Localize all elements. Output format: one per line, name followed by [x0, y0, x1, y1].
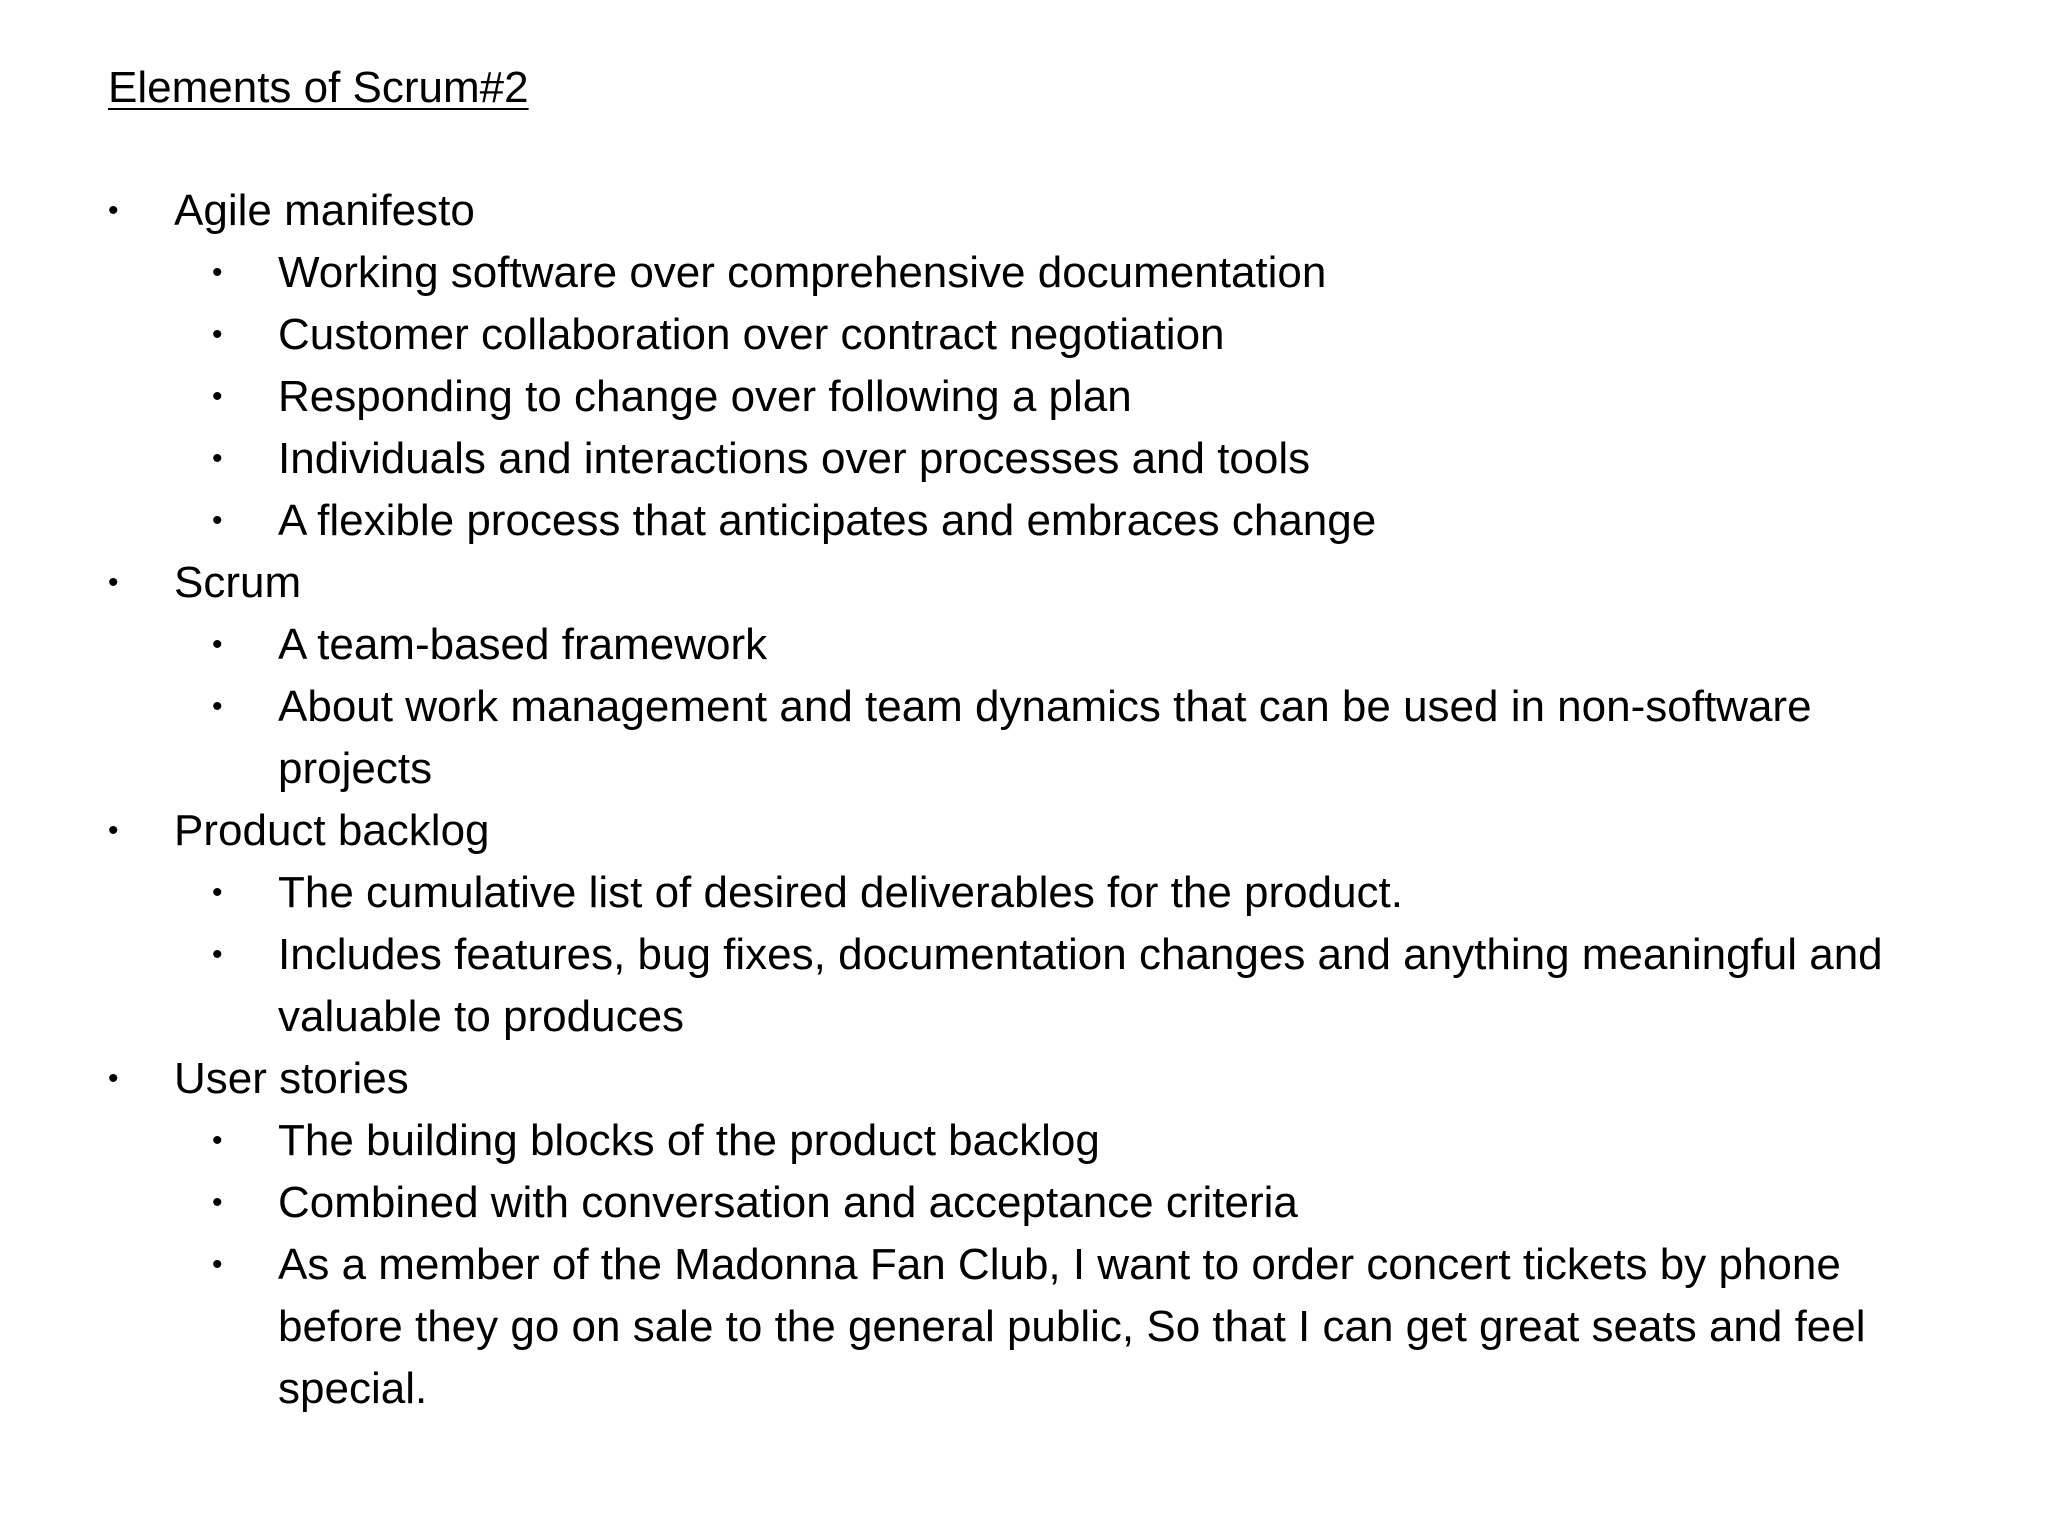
sub-item-text: Combined with conversation and acceptance criteria — [278, 1178, 1298, 1227]
sub-item — [108, 1234, 1988, 1420]
section-agile-manifesto — [108, 180, 1988, 242]
sub-item — [108, 304, 1988, 366]
sub-item-text: The cumulative list of desired deliverables for the product. — [278, 868, 1404, 917]
sub-item-text: Includes features, bug fixes, documentation changes and anything meaningful and valuable to produces — [278, 930, 1883, 1041]
bullet-list — [108, 180, 1988, 1420]
sub-item — [108, 924, 1988, 1048]
bullet-icon: • — [212, 876, 223, 909]
bullet-icon: • — [212, 1124, 223, 1157]
section-label: Scrum — [174, 558, 302, 607]
section-label: Product backlog — [174, 806, 490, 855]
sub-item — [108, 428, 1988, 490]
slide-content — [108, 180, 1988, 1420]
sub-item-text: A flexible process that anticipates and embraces change — [278, 496, 1377, 545]
sub-item-text: A team-based framework — [278, 620, 768, 669]
section-label: Agile manifesto — [174, 186, 475, 235]
bullet-icon: • — [212, 690, 223, 723]
bullet-icon: • — [212, 1248, 223, 1281]
section-label: User stories — [174, 1054, 409, 1103]
sub-item — [108, 490, 1988, 552]
sub-item — [108, 614, 1988, 676]
sub-item-text: Individuals and interactions over processes and tools — [278, 434, 1311, 483]
sub-item-text: As a member of the Madonna Fan Club, I want to order concert tickets by phone before they go on sale to the general public, So that I can get great seats and feel special. — [278, 1240, 1866, 1413]
sub-item-text: Responding to change over following a plan — [278, 372, 1132, 421]
sub-item — [108, 676, 1988, 800]
bullet-icon: • — [212, 256, 223, 289]
bullet-icon: • — [212, 442, 223, 475]
sub-item-text: About work management and team dynamics that can be used in non-software projects — [278, 682, 1812, 793]
bullet-icon: • — [212, 938, 223, 971]
sub-item-text: Working software over comprehensive documentation — [278, 248, 1327, 297]
sub-item — [108, 1172, 1988, 1234]
bullet-icon: • — [212, 1186, 223, 1219]
sub-item — [108, 242, 1988, 304]
section-user-stories — [108, 1048, 1988, 1110]
sub-item — [108, 1110, 1988, 1172]
section-product-backlog — [108, 800, 1988, 862]
sub-item — [108, 862, 1988, 924]
section-scrum — [108, 552, 1988, 614]
bullet-icon: • — [212, 504, 223, 537]
bullet-icon: • — [108, 814, 119, 847]
sub-item-text: Customer collaboration over contract negotiation — [278, 310, 1225, 359]
sub-item — [108, 366, 1988, 428]
bullet-icon: • — [212, 318, 223, 351]
sub-item-text: The building blocks of the product backlog — [278, 1116, 1100, 1165]
bullet-icon: • — [212, 380, 223, 413]
bullet-icon: • — [108, 194, 119, 227]
bullet-icon: • — [108, 1062, 119, 1095]
bullet-icon: • — [108, 566, 119, 599]
slide-title: Elements of Scrum#2 — [108, 63, 529, 112]
bullet-icon: • — [212, 628, 223, 661]
